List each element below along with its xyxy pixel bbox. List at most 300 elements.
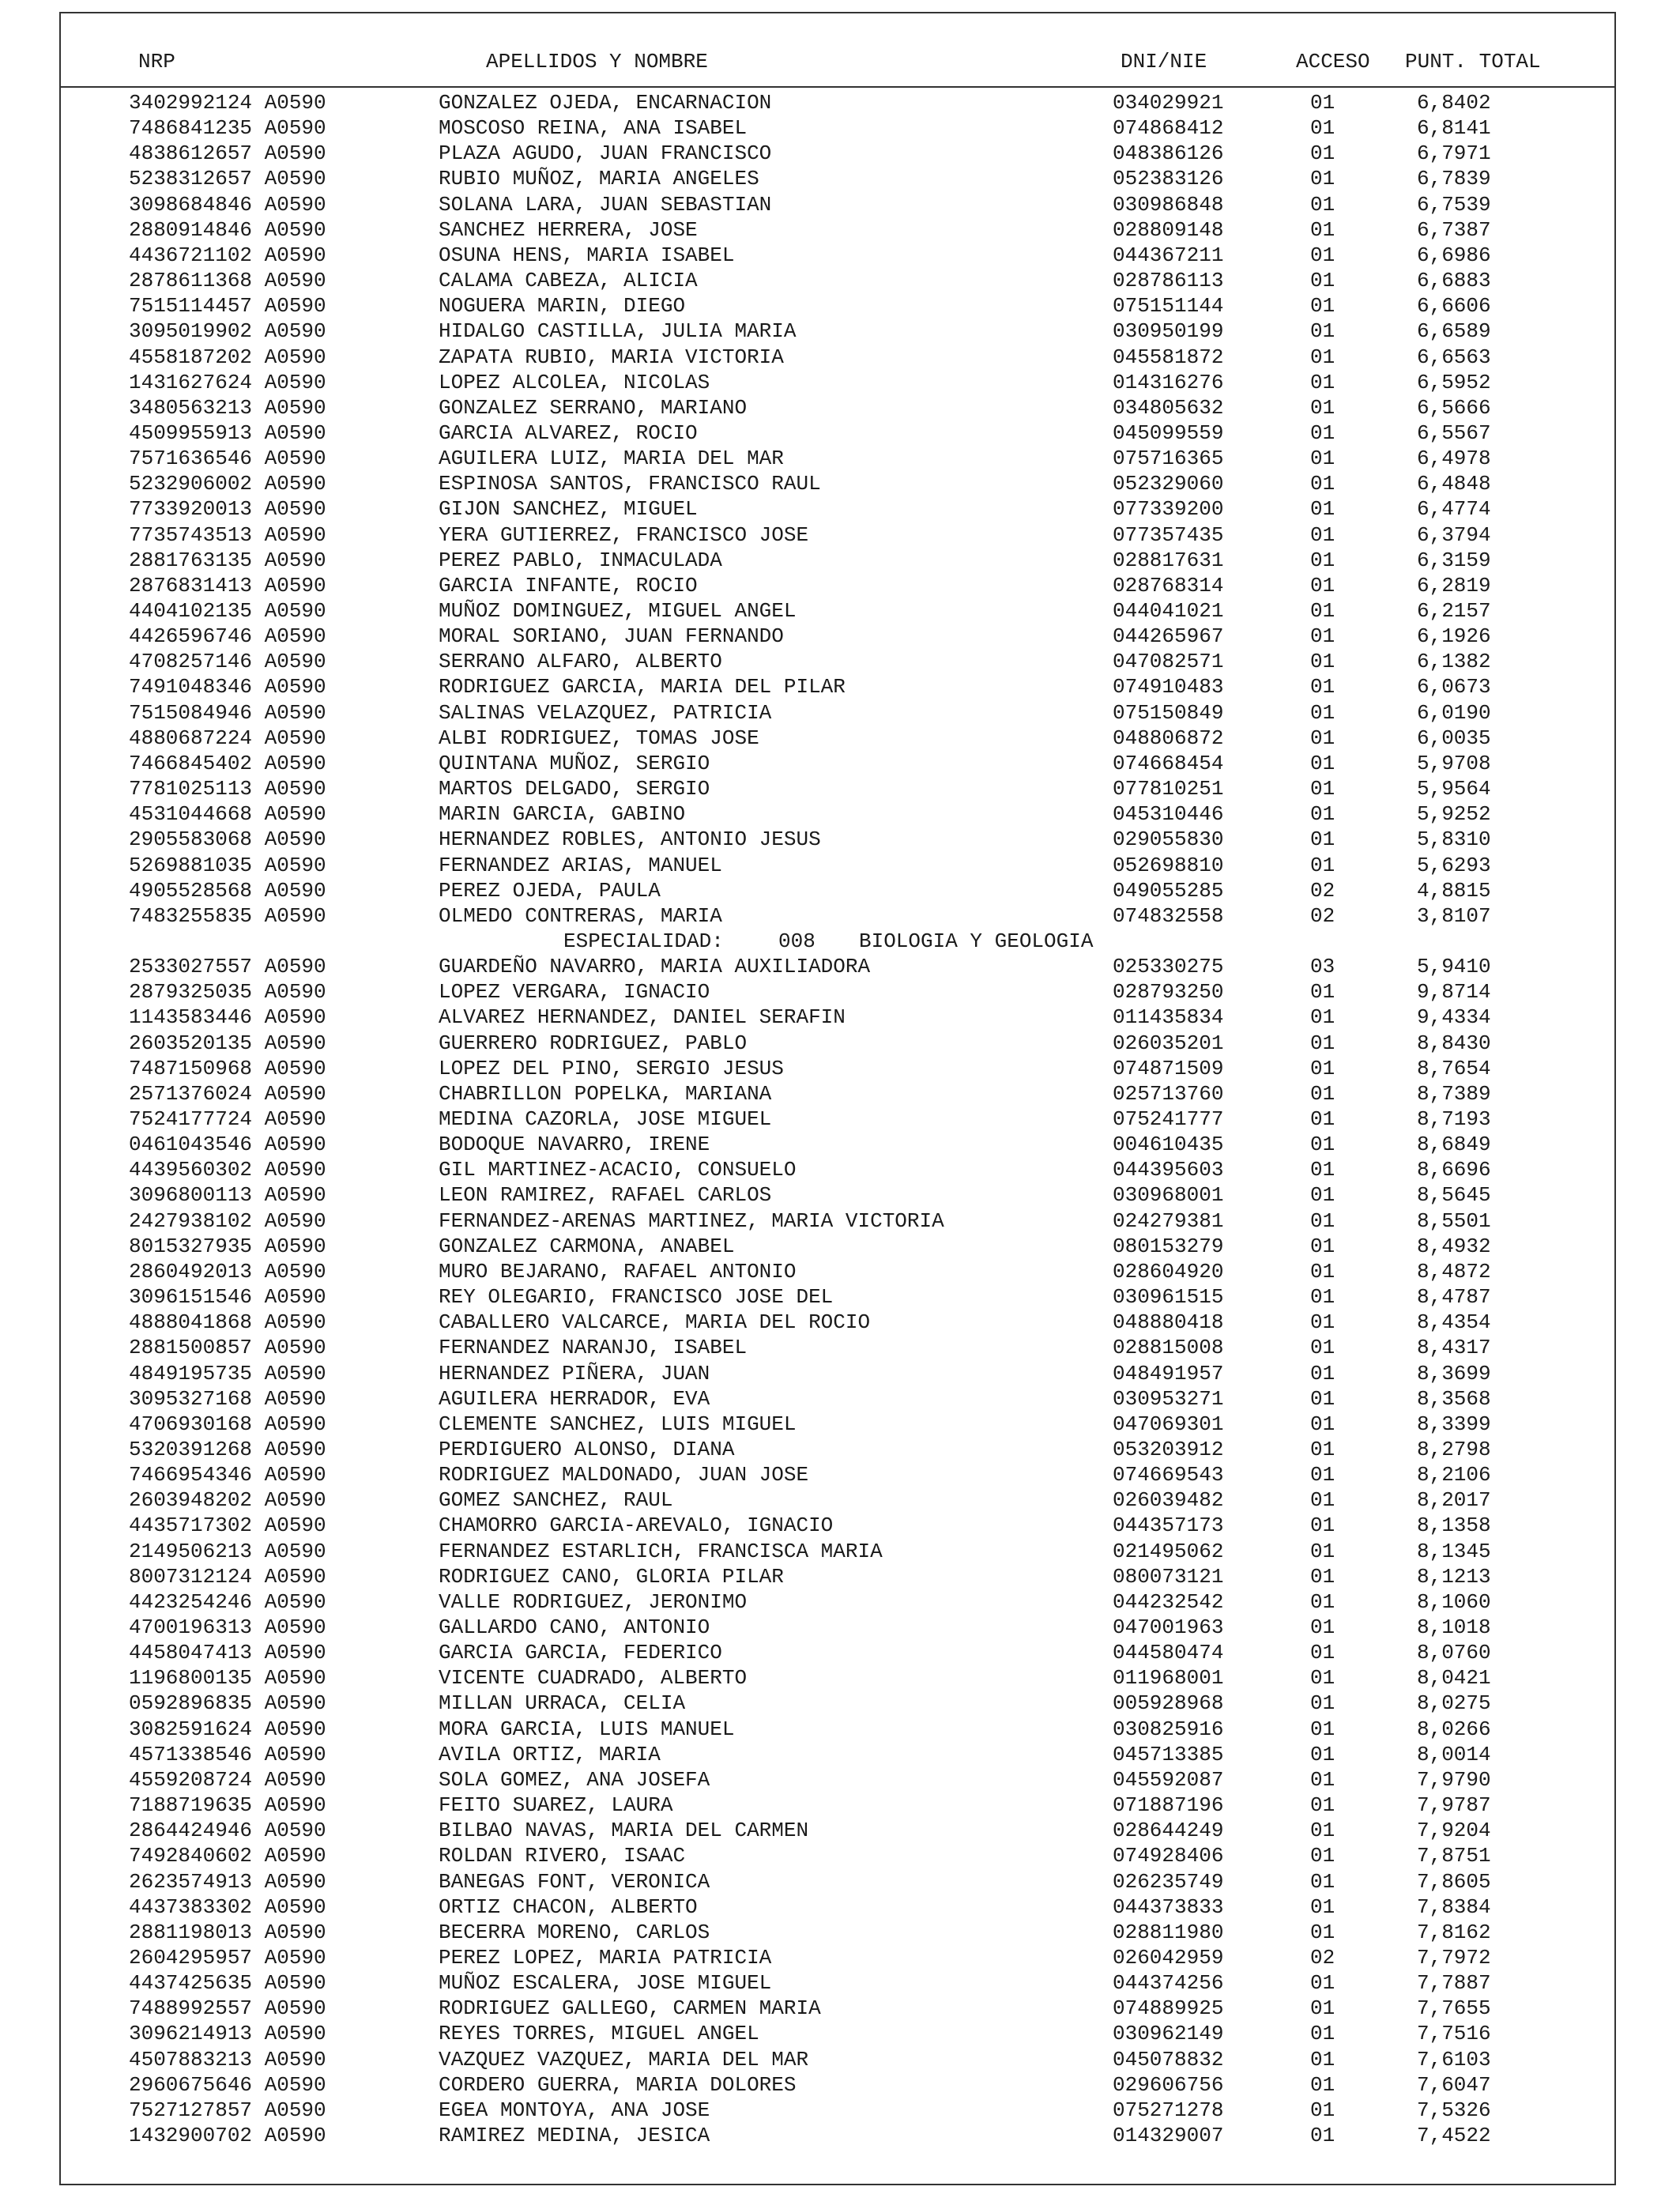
table-row [0,1132,1680,1157]
cell-nombre: GOMEZ SANCHEZ, RAUL [439,1488,673,1513]
cell-dni: 074832558 [1113,903,1224,928]
cell-puntuacion: 6,6589 [1417,319,1491,344]
cell-puntuacion: 8,7193 [1417,1107,1491,1131]
cell-dni: 047001963 [1113,1615,1224,1639]
table-row [0,1615,1680,1640]
table-row [0,674,1680,699]
table-row [0,776,1680,801]
cell-acceso: 01 [1310,243,1335,267]
cell-puntuacion: 6,0673 [1417,675,1491,699]
cell-dni: 030953271 [1113,1386,1224,1411]
section-heading [0,929,1680,954]
cell-puntuacion: 7,7887 [1417,1971,1491,1996]
cell-acceso: 01 [1310,1285,1335,1310]
cell-nrp: 4708257146 A0590 [129,650,326,674]
section-code: 008 [778,929,816,953]
cell-nombre: MOSCOSO REINA, ANA ISABEL [439,116,748,141]
cell-acceso: 01 [1310,1514,1335,1538]
cell-nombre: GUERRERO RODRIGUEZ, PABLO [439,1031,748,1055]
cell-puntuacion: 7,8162 [1417,1920,1491,1944]
cell-dni: 045310446 [1113,802,1224,827]
cell-nombre: ZAPATA RUBIO, MARIA VICTORIA [439,345,784,369]
cell-acceso: 01 [1310,192,1335,217]
cell-dni: 044265967 [1113,624,1224,649]
table-row [0,1259,1680,1284]
table-row [0,1310,1680,1335]
cell-puntuacion: 6,6606 [1417,294,1491,319]
table-row [0,319,1680,344]
cell-nombre: FERNANDEZ ESTARLICH, FRANCISCA MARIA [439,1539,883,1563]
cell-nombre: GARCIA INFANTE, ROCIO [439,573,698,598]
cell-puntuacion: 3,8107 [1417,903,1491,928]
cell-acceso: 01 [1310,1615,1335,1639]
table-row [0,853,1680,878]
cell-nrp: 5269881035 A0590 [129,853,326,877]
cell-dni: 026042959 [1113,1945,1224,1970]
cell-dni: 074669543 [1113,1463,1224,1487]
cell-puntuacion: 6,0190 [1417,700,1491,725]
cell-acceso: 01 [1310,319,1335,344]
cell-nombre: FEITO SUAREZ, LAURA [439,1793,673,1818]
cell-acceso: 01 [1310,1056,1335,1080]
table-row [0,1234,1680,1259]
cell-nrp: 5238312657 A0590 [129,167,326,191]
table-row [0,90,1680,115]
cell-dni: 030961515 [1113,1285,1224,1310]
table-row [0,1335,1680,1360]
cell-nrp: 8007312124 A0590 [129,1564,326,1589]
cell-nombre: CHABRILLON POPELKA, MARIANA [439,1081,772,1106]
table-row [0,370,1680,395]
cell-nrp: 4838612657 A0590 [129,141,326,166]
table-row [0,1767,1680,1793]
cell-nrp: 3096214913 A0590 [129,2022,326,2046]
cell-dni: 028815008 [1113,1336,1224,1360]
cell-dni: 048491957 [1113,1361,1224,1385]
cell-acceso: 01 [1310,1158,1335,1182]
cell-acceso: 01 [1310,1717,1335,1741]
cell-puntuacion: 6,8402 [1417,91,1491,115]
table-row [0,1691,1680,1716]
cell-nrp: 2876831413 A0590 [129,573,326,598]
cell-dni: 080153279 [1113,1234,1224,1258]
cell-nrp: 0461043546 A0590 [129,1133,326,1157]
cell-nrp: 2881500857 A0590 [129,1336,326,1360]
cell-nrp: 2881763135 A0590 [129,548,326,572]
table-row [0,2072,1680,2098]
cell-puntuacion: 8,0421 [1417,1666,1491,1691]
cell-nrp: 2603948202 A0590 [129,1488,326,1513]
cell-dni: 074871509 [1113,1056,1224,1080]
cell-dni: 028793250 [1113,980,1224,1005]
cell-nrp: 2149506213 A0590 [129,1539,326,1563]
cell-puntuacion: 8,3568 [1417,1386,1491,1411]
cell-nombre: PEREZ LOPEZ, MARIA PATRICIA [439,1945,772,1970]
cell-acceso: 01 [1310,802,1335,827]
cell-nombre: REY OLEGARIO, FRANCISCO JOSE DEL [439,1285,834,1310]
cell-dni: 074889925 [1113,1996,1224,2021]
cell-puntuacion: 6,5567 [1417,420,1491,445]
cell-puntuacion: 6,4774 [1417,497,1491,522]
cell-puntuacion: 6,6563 [1417,345,1491,369]
cell-nrp: 4571338546 A0590 [129,1742,326,1766]
cell-puntuacion: 7,4522 [1417,2124,1491,2147]
cell-nombre: MEDINA CAZORLA, JOSE MIGUEL [439,1107,772,1131]
cell-dni: 074868412 [1113,116,1224,141]
cell-nombre: SOLA GOMEZ, ANA JOSEFA [439,1767,710,1792]
cell-dni: 048386126 [1113,141,1224,166]
cell-nrp: 3082591624 A0590 [129,1717,326,1741]
cell-dni: 044232542 [1113,1589,1224,1614]
cell-puntuacion: 6,4848 [1417,472,1491,496]
cell-nombre: MILLAN URRACA, CELIA [439,1691,686,1716]
cell-dni: 048880418 [1113,1310,1224,1335]
cell-nombre: FERNANDEZ-ARENAS MARTINEZ, MARIA VICTORIA [439,1208,944,1233]
header-dni-nie: DNI/NIE [1121,50,1207,74]
cell-nrp: 7781025113 A0590 [129,777,326,801]
cell-puntuacion: 8,0266 [1417,1717,1491,1741]
cell-puntuacion: 8,3399 [1417,1412,1491,1436]
cell-nombre: MARTOS DELGADO, SERGIO [439,777,710,801]
table-row [0,471,1680,496]
cell-dni: 025330275 [1113,955,1224,979]
cell-acceso: 01 [1310,91,1335,115]
cell-nrp: 2603520135 A0590 [129,1031,326,1055]
table-row [0,726,1680,751]
section-label: ESPECIALIDAD: [563,929,724,953]
cell-dni: 028811980 [1113,1920,1224,1944]
cell-acceso: 01 [1310,294,1335,319]
cell-acceso: 02 [1310,878,1335,903]
cell-puntuacion: 7,9204 [1417,1819,1491,1843]
cell-puntuacion: 8,5645 [1417,1183,1491,1208]
cell-nrp: 2860492013 A0590 [129,1259,326,1284]
cell-dni: 034029921 [1113,91,1224,115]
cell-nrp: 2864424946 A0590 [129,1819,326,1843]
cell-nombre: VALLE RODRIGUEZ, JERONIMO [439,1589,748,1614]
cell-puntuacion: 7,7972 [1417,1945,1491,1970]
cell-puntuacion: 6,5952 [1417,370,1491,394]
cell-puntuacion: 7,8605 [1417,1869,1491,1894]
cell-dni: 045078832 [1113,2047,1224,2071]
header-puntuacion-total: PUNT. TOTAL [1405,50,1541,74]
cell-acceso: 01 [1310,827,1335,852]
cell-nombre: REYES TORRES, MIGUEL ANGEL [439,2022,759,2046]
cell-acceso: 01 [1310,726,1335,750]
cell-dni: 044374256 [1113,1971,1224,1996]
cell-puntuacion: 8,4317 [1417,1336,1491,1360]
cell-nrp: 4507883213 A0590 [129,2047,326,2071]
table-row [0,801,1680,827]
cell-nrp: 2960675646 A0590 [129,2072,326,2097]
cell-dni: 053203912 [1113,1437,1224,1461]
cell-nrp: 1196800135 A0590 [129,1666,326,1691]
cell-acceso: 01 [1310,1869,1335,1894]
cell-puntuacion: 8,7654 [1417,1056,1491,1080]
cell-dni: 011435834 [1113,1005,1224,1030]
cell-nombre: RODRIGUEZ MALDONADO, JUAN JOSE [439,1463,809,1487]
table-row [0,268,1680,293]
cell-acceso: 01 [1310,1488,1335,1513]
cell-puntuacion: 5,6293 [1417,853,1491,877]
cell-puntuacion: 8,5501 [1417,1208,1491,1233]
table-row [0,243,1680,268]
cell-nrp: 4559208724 A0590 [129,1767,326,1792]
cell-dni: 005928968 [1113,1691,1224,1716]
cell-dni: 029055830 [1113,827,1224,852]
cell-puntuacion: 8,1345 [1417,1539,1491,1563]
cell-nombre: LOPEZ ALCOLEA, NICOLAS [439,370,710,394]
cell-puntuacion: 7,8751 [1417,1844,1491,1868]
cell-nombre: GONZALEZ SERRANO, MARIANO [439,395,748,420]
cell-nrp: 4423254246 A0590 [129,1589,326,1614]
cell-acceso: 01 [1310,1183,1335,1208]
table-row [0,1005,1680,1030]
cell-dni: 052698810 [1113,853,1224,877]
cell-nombre: NOGUERA MARIN, DIEGO [439,294,686,319]
table-row [0,1589,1680,1615]
cell-nrp: 7571636546 A0590 [129,447,326,471]
table-row [0,598,1680,624]
cell-nombre: OSUNA HENS, MARIA ISABEL [439,243,735,267]
cell-dni: 045592087 [1113,1767,1224,1792]
cell-nombre: GARCIA ALVAREZ, ROCIO [439,420,698,445]
cell-nombre: HIDALGO CASTILLA, JULIA MARIA [439,319,797,344]
table-row [0,345,1680,370]
cell-nombre: LOPEZ VERGARA, IGNACIO [439,980,710,1005]
cell-puntuacion: 8,1358 [1417,1514,1491,1538]
table-row [0,1462,1680,1487]
cell-nombre: MUÑOZ ESCALERA, JOSE MIGUEL [439,1971,772,1996]
cell-dni: 052329060 [1113,472,1224,496]
table-row [0,166,1680,191]
cell-acceso: 01 [1310,497,1335,522]
cell-dni: 044395603 [1113,1158,1224,1182]
cell-puntuacion: 8,0014 [1417,1742,1491,1766]
table-row [0,395,1680,420]
table-row [0,1564,1680,1589]
table-row [0,1920,1680,1945]
cell-nrp: 2879325035 A0590 [129,980,326,1005]
cell-dni: 074928406 [1113,1844,1224,1868]
cell-acceso: 01 [1310,1539,1335,1563]
cell-acceso: 02 [1310,903,1335,928]
cell-nombre: GARCIA GARCIA, FEDERICO [439,1641,722,1665]
cell-nrp: 7487150968 A0590 [129,1056,326,1080]
cell-acceso: 01 [1310,573,1335,598]
cell-puntuacion: 8,1018 [1417,1615,1491,1639]
cell-nombre: CLEMENTE SANCHEZ, LUIS MIGUEL [439,1412,797,1436]
cell-dni: 004610435 [1113,1133,1224,1157]
cell-nombre: MORAL SORIANO, JUAN FERNANDO [439,624,784,649]
cell-acceso: 01 [1310,548,1335,572]
cell-puntuacion: 6,4978 [1417,447,1491,471]
cell-nombre: ESPINOSA SANTOS, FRANCISCO RAUL [439,472,821,496]
table-row [0,1106,1680,1132]
cell-nombre: HERNANDEZ ROBLES, ANTONIO JESUS [439,827,821,852]
cell-acceso: 01 [1310,1031,1335,1055]
cell-nombre: ORTIZ CHACON, ALBERTO [439,1894,698,1919]
cell-nombre: GONZALEZ OJEDA, ENCARNACION [439,91,772,115]
cell-nrp: 4437383302 A0590 [129,1894,326,1919]
cell-nombre: CORDERO GUERRA, MARIA DOLORES [439,2072,797,2097]
cell-acceso: 01 [1310,345,1335,369]
cell-dni: 028809148 [1113,217,1224,242]
cell-puntuacion: 6,5666 [1417,395,1491,420]
cell-acceso: 01 [1310,1971,1335,1996]
table-row [0,1182,1680,1208]
cell-dni: 048806872 [1113,726,1224,750]
cell-nrp: 3096151546 A0590 [129,1285,326,1310]
cell-puntuacion: 6,3794 [1417,522,1491,547]
cell-nrp: 1431627624 A0590 [129,370,326,394]
cell-nrp: 2905583068 A0590 [129,827,326,852]
cell-acceso: 01 [1310,1412,1335,1436]
cell-dni: 080073121 [1113,1564,1224,1589]
cell-dni: 044357173 [1113,1514,1224,1538]
cell-acceso: 01 [1310,141,1335,166]
cell-dni: 075151144 [1113,294,1224,319]
cell-acceso: 01 [1310,1081,1335,1106]
cell-nrp: 4509955913 A0590 [129,420,326,445]
cell-nombre: GIJON SANCHEZ, MIGUEL [439,497,698,522]
cell-acceso: 02 [1310,1945,1335,1970]
cell-dni: 030962149 [1113,2022,1224,2046]
cell-nombre: QUINTANA MUÑOZ, SERGIO [439,751,710,775]
table-row [0,1487,1680,1513]
cell-dni: 071887196 [1113,1793,1224,1818]
cell-nombre: GONZALEZ CARMONA, ANABEL [439,1234,735,1258]
cell-puntuacion: 6,2819 [1417,573,1491,598]
cell-nombre: CALAMA CABEZA, ALICIA [439,269,698,293]
table-row [0,1361,1680,1386]
cell-nombre: GIL MARTINEZ-ACACIO, CONSUELO [439,1158,797,1182]
cell-puntuacion: 8,2017 [1417,1488,1491,1513]
cell-dni: 077339200 [1113,497,1224,522]
cell-nombre: VICENTE CUADRADO, ALBERTO [439,1666,748,1691]
cell-nombre: AGUILERA LUIZ, MARIA DEL MAR [439,447,784,471]
cell-dni: 052383126 [1113,167,1224,191]
cell-dni: 028817631 [1113,548,1224,572]
cell-puntuacion: 8,4872 [1417,1259,1491,1284]
section-name: BIOLOGIA Y GEOLOGIA [859,929,1094,953]
table-row [0,2123,1680,2148]
cell-dni: 028604920 [1113,1259,1224,1284]
cell-dni: 077810251 [1113,777,1224,801]
table-row [0,192,1680,217]
table-row [0,1539,1680,1564]
cell-nombre: MURO BEJARANO, RAFAEL ANTONIO [439,1259,797,1284]
cell-puntuacion: 6,7971 [1417,141,1491,166]
cell-acceso: 01 [1310,1691,1335,1716]
table-row [0,2047,1680,2072]
table-row [0,496,1680,522]
cell-nrp: 4558187202 A0590 [129,345,326,369]
cell-dni: 030825916 [1113,1717,1224,1741]
cell-acceso: 01 [1310,1767,1335,1792]
header-apellidos-nombre: APELLIDOS Y NOMBRE [486,50,708,74]
cell-nombre: CHAMORRO GARCIA-AREVALO, IGNACIO [439,1514,834,1538]
cell-nombre: EGEA MONTOYA, ANA JOSE [439,2098,710,2122]
cell-puntuacion: 7,5326 [1417,2098,1491,2122]
cell-nombre: ALBI RODRIGUEZ, TOMAS JOSE [439,726,759,750]
cell-acceso: 01 [1310,700,1335,725]
cell-nombre: ALVAREZ HERNANDEZ, DANIEL SERAFIN [439,1005,846,1030]
table-row [0,1869,1680,1894]
cell-acceso: 01 [1310,1742,1335,1766]
table-row [0,827,1680,852]
cell-nrp: 4404102135 A0590 [129,599,326,623]
cell-puntuacion: 5,9564 [1417,777,1491,801]
cell-dni: 044367211 [1113,243,1224,267]
cell-acceso: 01 [1310,395,1335,420]
cell-dni: 045099559 [1113,420,1224,445]
cell-nrp: 4700196313 A0590 [129,1615,326,1639]
cell-dni: 075271278 [1113,2098,1224,2122]
cell-dni: 026235749 [1113,1869,1224,1894]
cell-puntuacion: 8,4932 [1417,1234,1491,1258]
cell-nombre: BODOQUE NAVARRO, IRENE [439,1133,710,1157]
cell-puntuacion: 8,0760 [1417,1641,1491,1665]
cell-nombre: HERNANDEZ PIÑERA, JUAN [439,1361,710,1385]
cell-puntuacion: 7,9790 [1417,1767,1491,1792]
cell-nrp: 4437425635 A0590 [129,1971,326,1996]
cell-dni: 047069301 [1113,1412,1224,1436]
cell-nrp: 7515084946 A0590 [129,700,326,725]
cell-dni: 075150849 [1113,700,1224,725]
table-row [0,1208,1680,1234]
cell-nrp: 7188719635 A0590 [129,1793,326,1818]
cell-nombre: MUÑOZ DOMINGUEZ, MIGUEL ANGEL [439,599,797,623]
cell-nrp: 1143583446 A0590 [129,1005,326,1030]
cell-puntuacion: 6,6986 [1417,243,1491,267]
cell-acceso: 01 [1310,2124,1335,2147]
cell-puntuacion: 8,3699 [1417,1361,1491,1385]
table-row [0,700,1680,726]
cell-acceso: 01 [1310,167,1335,191]
table-row [0,1056,1680,1081]
cell-acceso: 01 [1310,370,1335,394]
cell-puntuacion: 7,6103 [1417,2047,1491,2071]
cell-dni: 029606756 [1113,2072,1224,2097]
cell-puntuacion: 8,6696 [1417,1158,1491,1182]
cell-acceso: 01 [1310,269,1335,293]
cell-acceso: 01 [1310,675,1335,699]
cell-puntuacion: 8,8430 [1417,1031,1491,1055]
cell-puntuacion: 6,7839 [1417,167,1491,191]
cell-nombre: BILBAO NAVAS, MARIA DEL CARMEN [439,1819,809,1843]
cell-nombre: PEREZ OJEDA, PAULA [439,878,661,903]
cell-acceso: 01 [1310,1920,1335,1944]
cell-puntuacion: 8,1213 [1417,1564,1491,1589]
cell-nrp: 4439560302 A0590 [129,1158,326,1182]
cell-puntuacion: 8,4787 [1417,1285,1491,1310]
cell-acceso: 01 [1310,1107,1335,1131]
cell-nrp: 2604295957 A0590 [129,1945,326,1970]
cell-nombre: MARIN GARCIA, GABINO [439,802,686,827]
cell-acceso: 01 [1310,624,1335,649]
cell-nrp: 2623574913 A0590 [129,1869,326,1894]
cell-nrp: 4880687224 A0590 [129,726,326,750]
table-row [0,649,1680,674]
table-row [0,1513,1680,1538]
table-row [0,1640,1680,1665]
cell-nrp: 4905528568 A0590 [129,878,326,903]
cell-acceso: 01 [1310,1259,1335,1284]
table-row [0,624,1680,649]
cell-puntuacion: 6,1382 [1417,650,1491,674]
cell-nrp: 7527127857 A0590 [129,2098,326,2122]
